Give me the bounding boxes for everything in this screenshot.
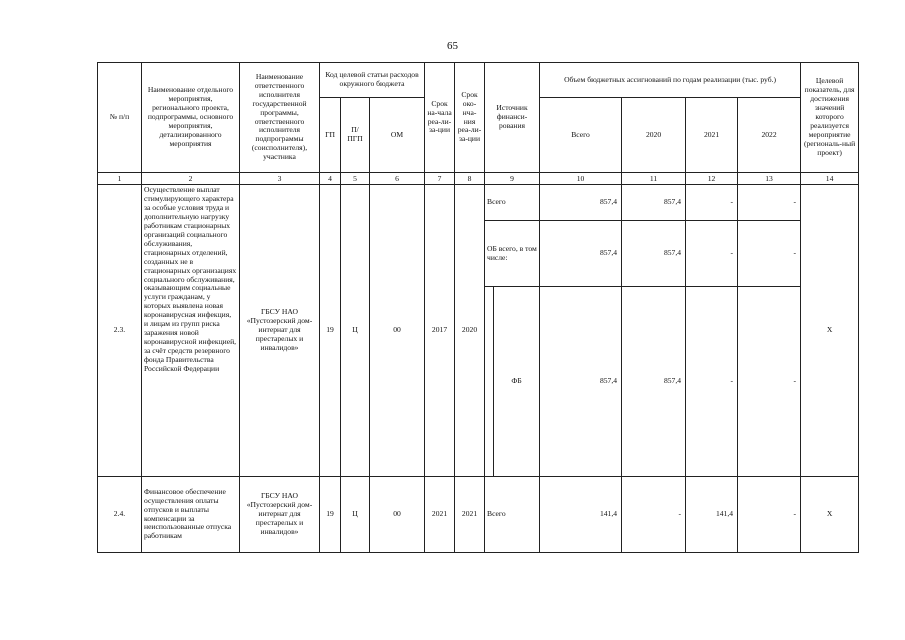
col-number: 5 xyxy=(341,173,370,185)
amount-total: 857,4 xyxy=(540,221,622,287)
col-name-header: Наименование отдельного мероприятия, регионального проекта, подпрограммы, основного мероприятия, детализированного мероприятия xyxy=(142,63,240,173)
col-target-header: Целевой показатель, для достижения значений которого реализуется мероприятие (региональ-ный проект) xyxy=(801,63,859,173)
col-end-header: Срок око-нча-ния реа-ли-за-ции xyxy=(455,63,485,173)
amount-total: 857,4 xyxy=(540,287,622,477)
start-year: 2021 xyxy=(425,477,455,553)
col-2021-header: 2021 xyxy=(686,98,738,173)
col-source-header: Источник финанси-рования xyxy=(485,63,540,173)
col-number: 11 xyxy=(622,173,686,185)
table-row xyxy=(98,185,859,221)
source-indent xyxy=(485,287,494,477)
col-gp-header: ГП xyxy=(320,98,341,173)
column-number-row xyxy=(98,173,859,185)
funding-source: Всего xyxy=(485,477,540,553)
row-number: 2.4. xyxy=(98,477,142,553)
col-ppgp-header: П/ ПГП xyxy=(341,98,370,173)
end-year: 2020 xyxy=(455,185,485,477)
col-code-header: Код целевой статьи расходов окружного бюджета xyxy=(320,63,425,98)
col-number: 7 xyxy=(425,173,455,185)
col-number: 14 xyxy=(801,173,859,185)
end-year: 2021 xyxy=(455,477,485,553)
amount-total: 857,4 xyxy=(540,185,622,221)
amount-2022: - xyxy=(738,221,801,287)
row-number: 2.3. xyxy=(98,185,142,477)
funding-source: ОБ всего, в том числе: xyxy=(485,221,540,287)
amount-2022: - xyxy=(738,477,801,553)
col-number: 6 xyxy=(370,173,425,185)
amount-2021: - xyxy=(686,221,738,287)
col-number: 9 xyxy=(485,173,540,185)
funding-source: Всего xyxy=(485,185,540,221)
amount-2022: - xyxy=(738,287,801,477)
table-row xyxy=(98,477,859,553)
amount-2020: 857,4 xyxy=(622,185,686,221)
amount-2020: 857,4 xyxy=(622,287,686,477)
amount-2021: - xyxy=(686,185,738,221)
measure-name: Финансовое обеспечение осуществления оплаты отпусков и выплаты компенсации за неиспользованные отпуска работникам xyxy=(142,477,240,553)
col-number: 12 xyxy=(686,173,738,185)
code-gp: 19 xyxy=(320,477,341,553)
target-indicator: Х xyxy=(801,185,859,477)
amount-2020: - xyxy=(622,477,686,553)
amount-total: 141,4 xyxy=(540,477,622,553)
target-indicator: Х xyxy=(801,477,859,553)
col-volume-header: Объем бюджетных ассигнований по годам реализации (тыс. руб.) xyxy=(540,63,801,98)
col-total-header: Всего xyxy=(540,98,622,173)
col-number: 10 xyxy=(540,173,622,185)
measure-name: Осуществление выплат стимулирующего характера за особые условия труда и дополнительную нагрузку работникам стационарных организаций социального обслуживания, стационарных отделений, созданных не в стационарных организациях социального обслуживания, оказывающим социальные услуги гражданам, у которых выявлена новая коронавирусная инфекция, и лицам из групп риска заражения новой коронавирусной инфекцией, за счёт средств резервного фонда Правительства Российской Федерации xyxy=(142,185,240,477)
code-gp: 19 xyxy=(320,185,341,477)
col-resp-header: Наименование ответственного исполнителя государственной программы, ответственного исполнителя подпрограммы (соисполнителя), участника xyxy=(240,63,320,173)
amount-2021: - xyxy=(686,287,738,477)
responsible-executor: ГБСУ НАО «Пустозерский дом-интернат для престарелых и инвалидов» xyxy=(240,477,320,553)
amount-2022: - xyxy=(738,185,801,221)
code-om: 00 xyxy=(370,185,425,477)
col-2020-header: 2020 xyxy=(622,98,686,173)
col-number: 8 xyxy=(455,173,485,185)
code-ppgp: Ц xyxy=(341,477,370,553)
page-number: 65 xyxy=(447,40,458,52)
header-row xyxy=(98,63,859,98)
code-ppgp: Ц xyxy=(341,185,370,477)
start-year: 2017 xyxy=(425,185,455,477)
funding-source: ФБ xyxy=(494,287,540,477)
col-number: 13 xyxy=(738,173,801,185)
col-number: 4 xyxy=(320,173,341,185)
col-number: 1 xyxy=(98,173,142,185)
col-2022-header: 2022 xyxy=(738,98,801,173)
col-number: 3 xyxy=(240,173,320,185)
col-number: 2 xyxy=(142,173,240,185)
code-om: 00 xyxy=(370,477,425,553)
budget-table xyxy=(97,62,859,553)
col-om-header: ОМ xyxy=(370,98,425,173)
amount-2020: 857,4 xyxy=(622,221,686,287)
responsible-executor: ГБСУ НАО «Пустозерский дом-интернат для престарелых и инвалидов» xyxy=(240,185,320,477)
col-no-header: № п/п xyxy=(98,63,142,173)
amount-2021: 141,4 xyxy=(686,477,738,553)
col-start-header: Срок на-чала реа-ли-за-ции xyxy=(425,63,455,173)
